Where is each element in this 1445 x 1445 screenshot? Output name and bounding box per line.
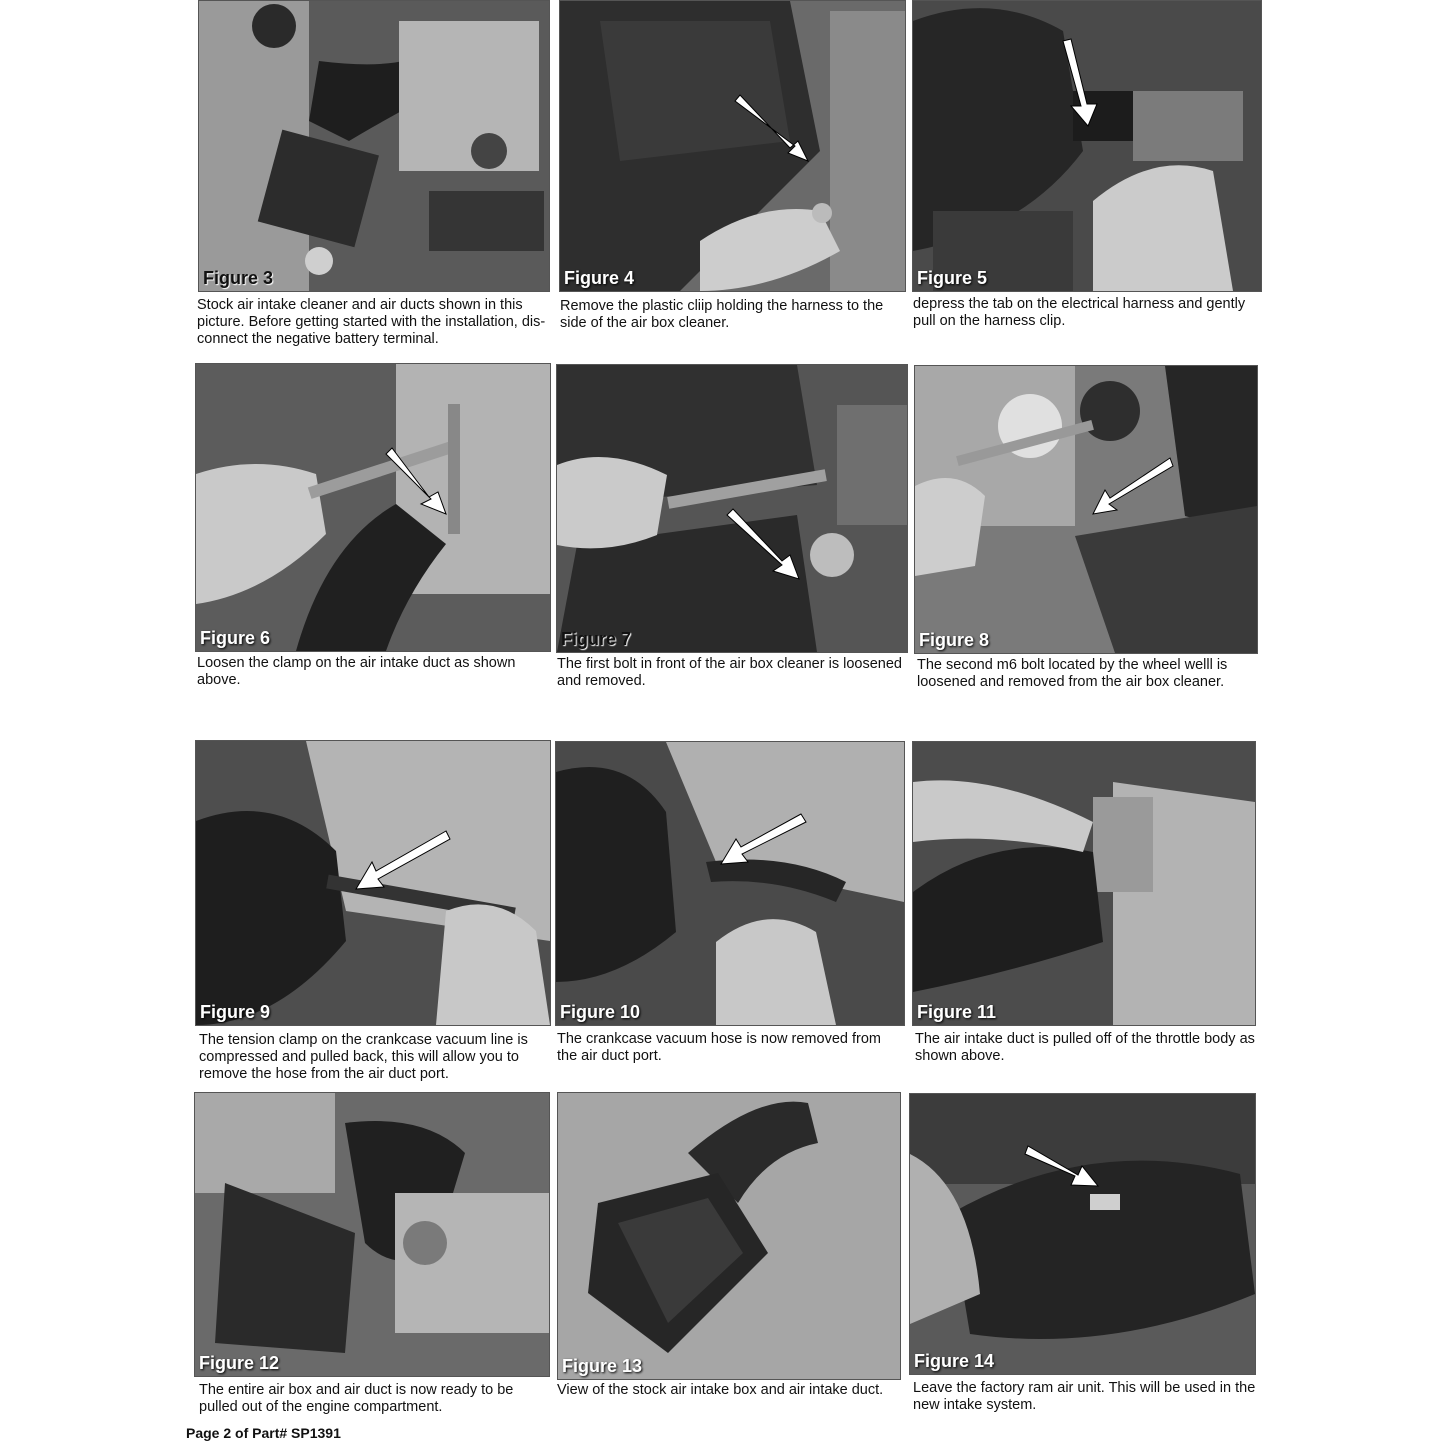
figure-caption: View of the stock air intake box and air intake duct. — [557, 1382, 884, 1398]
figure-5-photo — [912, 0, 1262, 292]
figure-8-photo — [914, 365, 1258, 654]
figure-label: Figure 3 — [203, 268, 274, 288]
figure-label: Figure 14 — [914, 1351, 995, 1371]
figure-caption: The crankcase vacuum hose is now removed from the air duct port. — [557, 1031, 881, 1064]
figure-caption: Leave the factory ram air unit. This will be used in the new intake system. — [913, 1380, 1256, 1413]
figure-label: Figure 11 — [917, 1002, 997, 1022]
figure-label: Figure 5 — [917, 268, 988, 288]
figure-caption: Stock air intake cleaner and air ducts shown in this picture. Before getting started with the installation, dis-connect the negative battery terminal. — [197, 297, 546, 347]
figure-12-photo — [194, 1092, 550, 1377]
figure-label: Figure 7 — [561, 629, 632, 649]
figure-label: Figure 8 — [919, 630, 990, 650]
figure-caption: The tension clamp on the crankcase vacuum line is compressed and pulled back, this will allow you to remove the hose from the air duct port. — [199, 1032, 528, 1082]
figure-caption: The air intake duct is pulled off of the throttle body as shown above. — [915, 1031, 1255, 1064]
figure-label: Figure 10 — [560, 1002, 641, 1022]
figure-label: Figure 13 — [562, 1356, 643, 1376]
figure-caption: depress the tab on the electrical harness and gently pull on the harness clip. — [913, 296, 1246, 329]
figure-label: Figure 4 — [564, 268, 635, 288]
figure-10-photo — [555, 741, 905, 1026]
figure-4-photo — [559, 0, 906, 292]
figure-caption: Loosen the clamp on the air intake duct as shown above. — [197, 655, 516, 688]
figure-label: Figure 9 — [200, 1002, 271, 1022]
figure-14-photo — [909, 1093, 1256, 1375]
figure-caption: Remove the plastic cliip holding the harness to the side of the air box cleaner. — [560, 298, 884, 331]
figure-label: Figure 12 — [199, 1353, 280, 1373]
figure-9-photo — [195, 740, 551, 1026]
page-footer: Page 2 of Part# SP1391 — [186, 1425, 341, 1441]
figure-11-photo — [912, 741, 1256, 1026]
figure-caption: The second m6 bolt located by the wheel welll is loosened and removed from the air box cleaner. — [917, 657, 1228, 690]
figure-3-photo — [198, 0, 550, 292]
figure-caption: The first bolt in front of the air box cleaner is loosened and removed. — [557, 656, 902, 689]
figure-label: Figure 6 — [200, 628, 271, 648]
figure-13-photo — [557, 1092, 901, 1380]
figure-7-photo — [556, 364, 908, 653]
figure-caption: The entire air box and air duct is now ready to be pulled out of the engine compartment. — [199, 1382, 514, 1415]
figure-6-photo — [195, 363, 551, 652]
